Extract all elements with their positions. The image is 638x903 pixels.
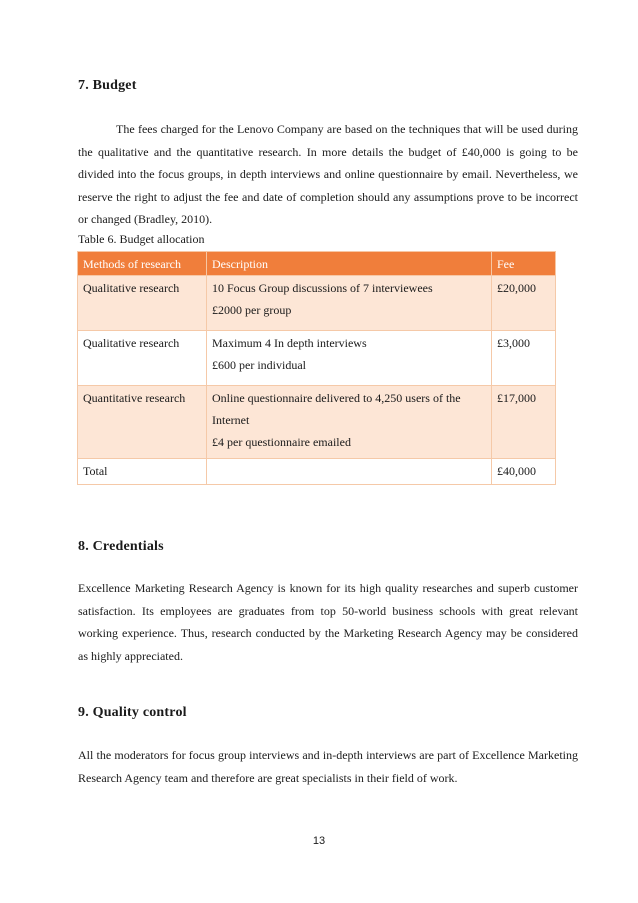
table-caption: Table 6. Budget allocation bbox=[78, 232, 205, 246]
description-line: 10 Focus Group discussions of 7 interviewees bbox=[212, 281, 433, 295]
credentials-paragraph: Excellence Marketing Research Agency is known for its high quality researches and superb customer satisfaction. Its employees are graduates from top 50-world business schools with great relevant working experience. Thus, research conducted by the Marketing Research Agency may be considered as highly appreciated. bbox=[78, 581, 578, 663]
description-line: Maximum 4 In depth interviews bbox=[212, 336, 367, 350]
cell-fee: £40,000 bbox=[492, 459, 556, 485]
description-line: £600 per individual bbox=[212, 358, 306, 372]
description-line: Online questionnaire delivered to 4,250 users of the Internet bbox=[212, 391, 461, 427]
cell-fee: £20,000 bbox=[492, 276, 556, 331]
cell-description bbox=[207, 276, 492, 331]
cell-method: Qualitative research bbox=[78, 276, 207, 331]
table-header-row bbox=[78, 252, 556, 276]
cell-method: Total bbox=[78, 459, 207, 485]
table-row bbox=[78, 276, 556, 331]
budget-table bbox=[77, 251, 556, 485]
description-line: £4 per questionnaire emailed bbox=[212, 435, 351, 449]
budget-paragraph: The fees charged for the Lenovo Company are based on the techniques that will be used during the qualitative and the quantitative research. In more details the budget of £40,000 is going to be divided into the focus groups, in depth interviews and online questionnaire by email. Nevertheless, we reserve the right to adjust the fee and date of completion should any assumptions prove to be incorrect or changed (Bradley, 2010). bbox=[78, 122, 578, 226]
cell-method: Qualitative research bbox=[78, 331, 207, 386]
cell-description bbox=[207, 386, 492, 459]
header-description: Description bbox=[207, 252, 492, 276]
cell-description bbox=[207, 459, 492, 485]
description-line: £2000 per group bbox=[212, 303, 292, 317]
quality-control-heading: 9. Quality control bbox=[78, 705, 187, 720]
table-row bbox=[78, 386, 556, 459]
cell-fee: £3,000 bbox=[492, 331, 556, 386]
table-row-total bbox=[78, 459, 556, 485]
budget-heading: 7. Budget bbox=[78, 78, 137, 93]
cell-method: Quantitative research bbox=[78, 386, 207, 459]
page-number: 13 bbox=[312, 835, 326, 847]
table-row bbox=[78, 331, 556, 386]
cell-fee: £17,000 bbox=[492, 386, 556, 459]
credentials-heading: 8. Credentials bbox=[78, 539, 164, 554]
header-methods: Methods of research bbox=[78, 252, 207, 276]
quality-control-paragraph: All the moderators for focus group interviews and in-depth interviews are part of Excellence Marketing Research Agency team and therefore are great specialists in their field of work. bbox=[78, 748, 578, 785]
header-fee: Fee bbox=[492, 252, 556, 276]
cell-description bbox=[207, 331, 492, 386]
